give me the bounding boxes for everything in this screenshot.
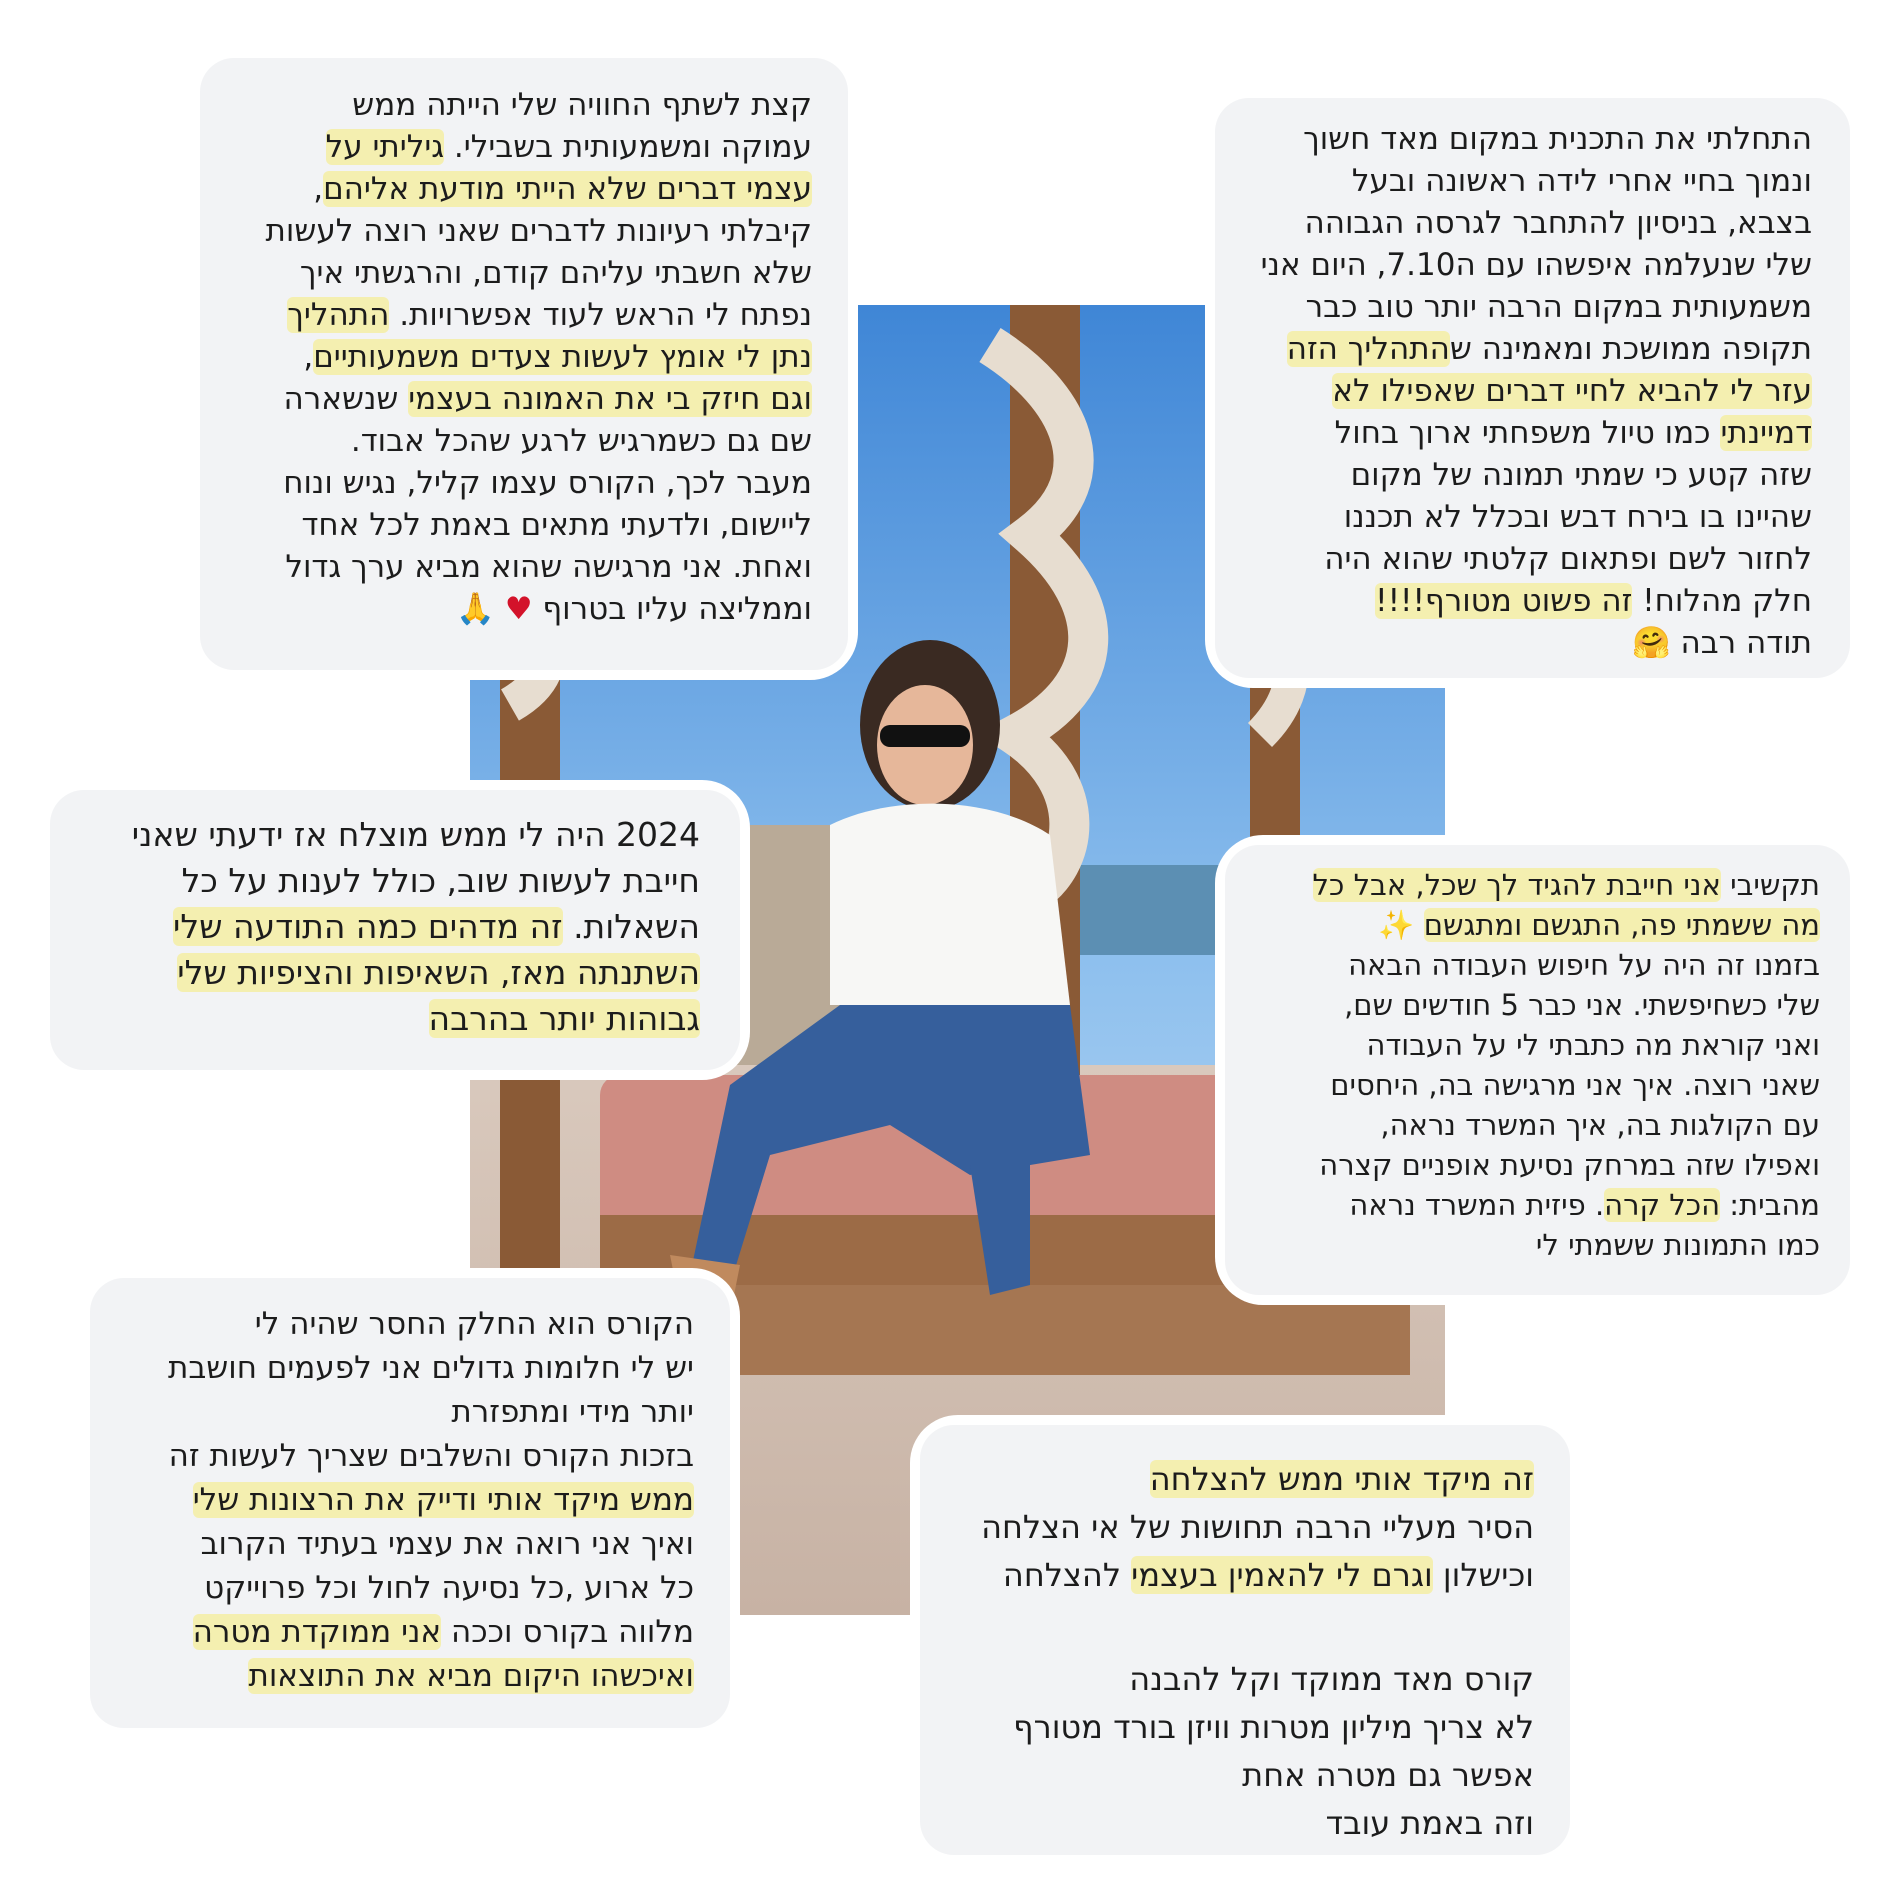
text-line bbox=[114, 1610, 694, 1654]
text-segment: מלווה בקורס וככה bbox=[441, 1614, 694, 1650]
message-bubble bbox=[1225, 845, 1850, 1295]
highlighted-text: אני ממוקדת מטרה bbox=[192, 1614, 442, 1650]
highlighted-text: זה מיקד אותי ממש להצלחה bbox=[1149, 1460, 1534, 1498]
testimonial-card-1 bbox=[190, 48, 858, 680]
text-line: אפשר גם מטרה אחת bbox=[1242, 1756, 1534, 1794]
highlighted-text: גבוהות יותר בהרבה bbox=[428, 999, 700, 1038]
text-line: הסיר מעליי הרבה תחושות של אי הצלחה bbox=[981, 1508, 1534, 1546]
hugging-face-icon: 🤗 bbox=[1632, 625, 1671, 661]
text-line bbox=[1237, 622, 1812, 664]
highlighted-text: הכל קרה bbox=[1604, 1188, 1721, 1222]
praying-hands-icon: 🙏 bbox=[456, 591, 495, 627]
text-line bbox=[1243, 865, 1820, 905]
text-segment: , bbox=[303, 339, 314, 375]
highlighted-text: מה ששמתי פה, התגשם ומתגשם bbox=[1423, 908, 1820, 942]
text-line: שהיינו בו בירח דבש ובכלל לא תכננו bbox=[1343, 499, 1812, 535]
message-bubble bbox=[200, 58, 848, 670]
text-segment: וכישלון bbox=[1432, 1556, 1534, 1594]
text-line bbox=[1243, 905, 1820, 945]
text-line: קיבלתי רעיונות לדברים שאני רוצה לעשות bbox=[265, 213, 812, 249]
text-segment: תודה רבה bbox=[1670, 625, 1812, 661]
highlighted-text: השתנתה מאז, השאיפות והציפיות שלי bbox=[177, 953, 700, 992]
text-line bbox=[1237, 328, 1812, 370]
text-line: התחלתי את התכנית במקום מאד חשוך bbox=[1303, 121, 1812, 157]
message-bubble bbox=[1215, 98, 1850, 678]
highlighted-text: וגרם לי להאמין בעצמי bbox=[1131, 1556, 1433, 1594]
text-line: בזכות הקורס והשלבים שצריך לעשות זה bbox=[168, 1438, 694, 1474]
text-line: יותר מידי ומתפזרת bbox=[451, 1394, 694, 1430]
text-line bbox=[226, 126, 812, 168]
message-bubble bbox=[920, 1425, 1570, 1855]
text-line: חייבת לעשות שוב, כולל לענות על כל bbox=[181, 861, 700, 900]
highlighted-text: זה מדהים כמה התודעה שלי bbox=[172, 907, 563, 946]
text-line bbox=[72, 996, 700, 1042]
text-segment: , bbox=[313, 171, 324, 207]
text-segment: שנשארה bbox=[283, 381, 409, 417]
text-segment: . פיזית המשרד נראה bbox=[1349, 1188, 1605, 1222]
text-line: יש לי חלומות גדולים אני לפעמים חושבת bbox=[167, 1350, 694, 1386]
testimonial-card-4 bbox=[1215, 835, 1860, 1305]
testimonial-card-2 bbox=[1205, 88, 1860, 688]
highlighted-text: עזר לי להביא לחיי דברים שאפילו לא bbox=[1332, 373, 1812, 409]
highlighted-text: ואיכשהו היקום מביא את התוצאות bbox=[248, 1658, 694, 1694]
testimonial-card-6 bbox=[910, 1415, 1580, 1865]
text-segment: מהבית: bbox=[1720, 1188, 1820, 1222]
sparkles-icon: ✨ bbox=[1378, 908, 1424, 942]
text-line: עם הקולגות בה, איך המשרד נראה, bbox=[1380, 1108, 1820, 1142]
text-line bbox=[72, 904, 700, 950]
text-line: בזמנו זה היה על חיפוש העבודה הבאה bbox=[1348, 948, 1820, 982]
text-line bbox=[1237, 580, 1812, 622]
testimonial-card-3 bbox=[40, 780, 750, 1080]
text-line bbox=[226, 378, 812, 420]
text-line: ונמוך בחיי אחרי לידה ראשונה ובעל bbox=[1351, 163, 1812, 199]
text-line bbox=[1237, 412, 1812, 454]
text-line bbox=[114, 1478, 694, 1522]
text-line: ואני קוראת מה כתבתי לי על העבודה bbox=[1366, 1028, 1820, 1062]
text-line: ואיך אני רואה את עצמי בעתיד הקרוב bbox=[200, 1526, 694, 1562]
text-line bbox=[1237, 370, 1812, 412]
text-line bbox=[1243, 1185, 1820, 1225]
text-segment: עמוקה ומשמעותית בשבילי. bbox=[444, 129, 812, 165]
text-line: מעבר לכך, הקורס עצמו קליל, נגיש ונוח bbox=[283, 465, 812, 501]
highlighted-text: אני חייבת להגיד לך שכל, אבל כל bbox=[1312, 868, 1721, 902]
text-line: לחזור לשם ופתאום קלטתי שהוא היה bbox=[1324, 541, 1812, 577]
text-segment: כמו טיול משפחתי ארוך בחול bbox=[1334, 415, 1721, 451]
text-line bbox=[226, 588, 812, 630]
highlighted-text: התהליך bbox=[287, 297, 390, 333]
highlighted-text: דמיינתי bbox=[1720, 415, 1812, 451]
heart-icon: ♥ bbox=[504, 591, 533, 627]
text-line bbox=[114, 1654, 694, 1698]
text-line: קצת לשתף החוויה שלי הייתה ממש bbox=[352, 87, 812, 123]
text-line bbox=[944, 1551, 1534, 1599]
testimonial-card-5 bbox=[80, 1268, 740, 1738]
highlighted-text: נתן לי אומץ לעשות צעדים משמעותיים bbox=[313, 339, 812, 375]
text-line bbox=[944, 1455, 1534, 1503]
text-line: שאני רוצה. איך אני מרגישה בה, היחסים bbox=[1330, 1068, 1820, 1102]
text-line: בצבא, בניסיון להתחבר לגרסה הגבוהה bbox=[1304, 205, 1812, 241]
text-line bbox=[226, 336, 812, 378]
text-line: וזה באמת עובד bbox=[1325, 1804, 1534, 1842]
text-line bbox=[72, 950, 700, 996]
text-line: שם גם כשמרגיש לרגע שהכל אבוד. bbox=[350, 423, 812, 459]
text-segment: נפתח לי הראש לעוד אפשרויות. bbox=[389, 297, 812, 333]
text-line: 2024 היה לי ממש מוצלח אז ידעתי שאני bbox=[131, 815, 700, 854]
text-segment: חלק מהלוח! bbox=[1632, 583, 1812, 619]
text-line: קורס מאד ממוקד וקל להבנה bbox=[1129, 1660, 1534, 1698]
text-line: לא צריך מיליון מטרות וויזן בורד מטורף bbox=[1013, 1708, 1534, 1746]
paragraph-gap bbox=[944, 1599, 1534, 1655]
highlighted-text: גיליתי על bbox=[325, 129, 445, 165]
text-line: ואחת. אני מרגישה שהוא מביא ערך גדול bbox=[285, 549, 812, 585]
text-segment: להצלחה bbox=[1002, 1556, 1132, 1594]
text-segment: השאלות. bbox=[562, 907, 700, 946]
text-line: ואפילו שזה במרחק נסיעת אופניים קצרה bbox=[1319, 1148, 1820, 1182]
text-line: כל ארוע ,כל נסיעה לחול וכל פרוייקט bbox=[204, 1570, 694, 1606]
text-line: כמו התמונות ששמתי לי bbox=[1535, 1228, 1820, 1262]
message-bubble bbox=[50, 790, 740, 1070]
highlighted-text: זה פשוט מטורף!!!! bbox=[1375, 583, 1633, 619]
highlighted-text: ממש מיקד אותי ודייק את הרצונות שלי bbox=[192, 1482, 694, 1518]
text-segment: וממליצה עליו בטרוף bbox=[532, 591, 812, 627]
text-line: משמעותית במקום הרבה יותר טוב כבר bbox=[1305, 289, 1812, 325]
text-line: שלא חשבתי עליהם קודם, והרגשתי איך bbox=[299, 255, 812, 291]
text-line: שלי כשחיפשתי. אני כבר 5 חודשים שם, bbox=[1344, 988, 1820, 1022]
message-bubble bbox=[90, 1278, 730, 1728]
text-segment: תקופה ממושכת ומאמינה ש bbox=[1449, 331, 1812, 367]
text-segment: תקשיבי bbox=[1720, 868, 1820, 902]
text-line: הקורס הוא החלק החסר שהיה לי bbox=[254, 1306, 694, 1342]
highlighted-text: עצמי דברים שלא הייתי מודעת אליהם bbox=[323, 171, 812, 207]
text-line: שזה קטע כי שמתי תמונה של מקום bbox=[1350, 457, 1812, 493]
text-line bbox=[226, 168, 812, 210]
highlighted-text: וגם חיזק בי את האמונה בעצמי bbox=[408, 381, 812, 417]
highlighted-text: התהליך הזה bbox=[1286, 331, 1450, 367]
text-line: שלי שנעלמה איפשהו עם ה7.10, היום אני bbox=[1260, 247, 1812, 283]
text-line bbox=[226, 294, 812, 336]
text-line: ליישום, ולדעתי מתאים באמת לכל אחד bbox=[301, 507, 812, 543]
